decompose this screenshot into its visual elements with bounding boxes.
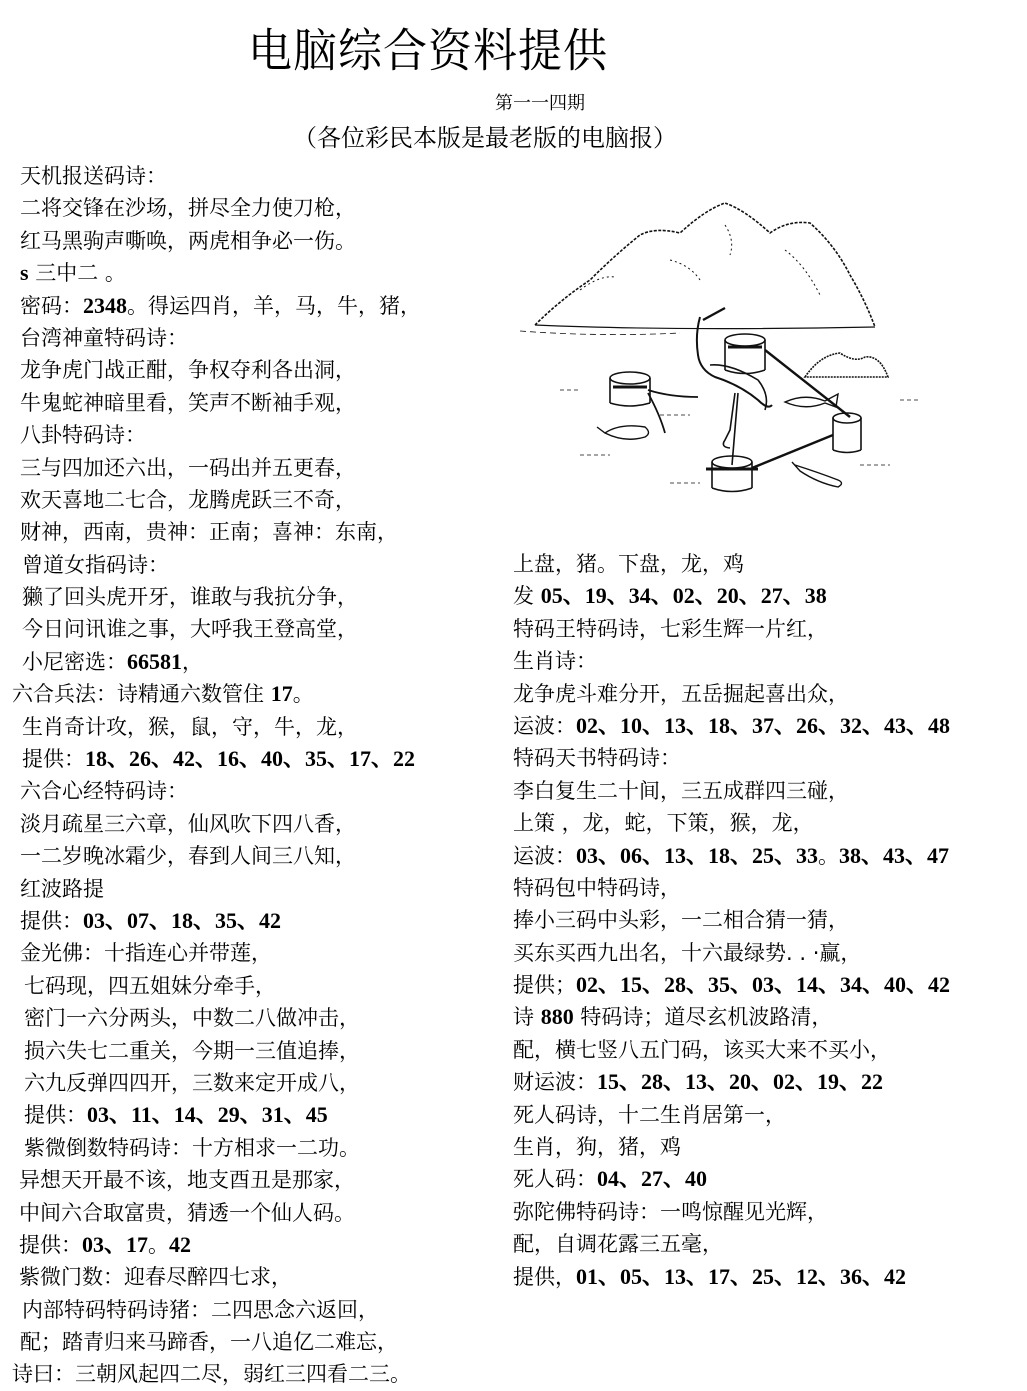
text-line — [0, 1294, 500, 1326]
line-text: 三与四加还六出，一码出并五更春， — [20, 455, 356, 480]
text-line — [0, 516, 500, 548]
line-text: 提供： — [19, 1232, 82, 1257]
line-text: 欢天喜地二七合，龙腾虎跃三不奇， — [20, 487, 356, 512]
line-text: 特码王特码诗，七彩生辉一片红， — [513, 616, 828, 641]
page-subtitle: （各位彩民本版是最老版的电脑报） — [293, 124, 677, 152]
text-line — [513, 710, 1027, 742]
text-line — [0, 290, 500, 322]
text-line — [0, 1229, 500, 1261]
text-line — [513, 1131, 1027, 1163]
line-text: 捧小三码中头彩，一二相合猜一猜， — [513, 908, 849, 933]
text-line — [0, 484, 500, 516]
text-line — [513, 904, 1027, 936]
text-line — [513, 1163, 1027, 1195]
text-line — [0, 613, 500, 645]
line-text: 一二岁晚冰霜少，春到人间三八知， — [20, 844, 356, 869]
text-line — [0, 1132, 500, 1164]
line-text: 损六失七二重关，今期一三值追捧， — [24, 1038, 360, 1063]
line-text: 配，横七竖八五门码，该买大来不买小， — [513, 1037, 891, 1062]
number-text: 17 — [270, 681, 293, 707]
text-line — [513, 742, 1027, 774]
line-text: 提供： — [20, 908, 83, 933]
line-text: 生肖，狗，猪，鸡 — [513, 1135, 681, 1160]
crane-landscape-illustration — [520, 165, 1000, 535]
line-text: 红马黑驹声嘶唤，两虎相争必一伤。 — [20, 228, 356, 253]
line-text: 。得运四肖，羊，马，牛，猪， — [127, 293, 421, 318]
line-text: 红波路提 — [20, 876, 104, 901]
line-text: 淡月疏星三六章，仙风吹下四八香， — [20, 811, 356, 836]
number-text: 02、15、28、35、03、14、34、40、42 — [576, 972, 951, 998]
line-text: 小尼密选： — [22, 649, 127, 674]
number-text: 03、06、13、18、25、33 — [576, 842, 819, 868]
line-text: 。 — [818, 843, 840, 868]
text-line — [0, 808, 500, 840]
text-line — [0, 743, 500, 775]
text-line — [513, 1196, 1027, 1228]
number-text: 03、17 — [82, 1231, 149, 1257]
line-text: 诗曰：三朝风起四二尽，弱红三四看二三。 — [12, 1362, 411, 1387]
line-text: 密门一六分两头，中数二八做冲击， — [24, 1006, 360, 1031]
line-text: 异想天开最不该，地支酉丑是那家， — [19, 1168, 355, 1193]
line-text: 内部特码特码诗猪：二四思念六返回， — [22, 1297, 379, 1322]
line-text: 六九反弹四四开，三数来定开成八， — [24, 1070, 360, 1095]
text-line — [0, 387, 500, 419]
line-text: 密码： — [20, 293, 83, 318]
page-title: 电脑综合资料提供 — [248, 24, 608, 79]
text-line — [513, 1001, 1027, 1033]
line-text: 弥陀佛特码诗：一鸣惊醒见光辉， — [513, 1199, 828, 1224]
line-text: 台湾神童特码诗： — [20, 325, 188, 350]
line-text: 提供： — [22, 747, 85, 772]
text-line — [0, 711, 500, 743]
number-text: 15、28、13、20、02、19、22 — [597, 1069, 884, 1095]
text-line — [513, 872, 1027, 904]
line-text: 买东买西九出名，十六最绿势. . ·赢， — [513, 940, 862, 965]
line-text: 。 — [292, 682, 314, 707]
line-text: 提供， — [513, 1264, 576, 1289]
text-line — [0, 452, 500, 484]
text-line — [513, 613, 1027, 645]
text-line — [0, 1164, 500, 1196]
line-text: 天机报送码诗： — [20, 164, 167, 188]
text-line — [0, 257, 500, 289]
text-line — [0, 1002, 500, 1034]
number-text: 05、19、34、02、20、27、38 — [540, 583, 827, 609]
text-line — [513, 645, 1027, 677]
line-text: 配，自调花露三五毫， — [513, 1232, 723, 1257]
text-line — [513, 1261, 1027, 1293]
text-line — [0, 1099, 500, 1131]
text-line — [513, 580, 1027, 612]
text-line — [513, 840, 1027, 872]
number-text: 2348 — [83, 292, 127, 318]
line-text: 中间六合取富贵，猜透一个仙人码。 — [19, 1200, 355, 1225]
number-text: 38、43、47 — [839, 842, 950, 868]
number-text: 01、05、13、17、25、12、36、42 — [576, 1263, 907, 1289]
text-line — [513, 548, 1027, 580]
number-text: 18、26、42、16、40、35、17、22 — [85, 746, 416, 772]
line-text: 牛鬼蛇神暗里看，笑声不断袖手观， — [20, 390, 356, 415]
number-text: 42 — [169, 1231, 192, 1257]
text-line — [0, 937, 500, 969]
text-line — [0, 1197, 500, 1229]
text-line — [0, 905, 500, 937]
text-line — [0, 775, 500, 807]
text-line — [513, 1066, 1027, 1098]
text-line — [513, 1228, 1027, 1260]
text-line — [0, 840, 500, 872]
text-line — [0, 970, 500, 1002]
line-text: 二将交锋在沙场，拼尽全力使刀枪， — [20, 196, 356, 221]
text-line — [0, 549, 500, 581]
illustration-drawing — [520, 165, 1000, 535]
line-text: 七码现，四五姐妹分牵手， — [24, 973, 276, 998]
line-text: 紫微门数：迎春尽醉四七求， — [19, 1265, 292, 1290]
line-text: 金光佛：十指连心并带莲， — [20, 941, 272, 966]
text-line — [0, 354, 500, 386]
text-line — [513, 1099, 1027, 1131]
line-text: 上盘，猪。下盘，龙，鸡 — [513, 552, 744, 576]
line-text: 特码包中特码诗， — [513, 875, 681, 900]
line-text: 龙争虎斗难分开，五岳掘起喜出众， — [513, 681, 849, 706]
text-line — [513, 775, 1027, 807]
issue-number: 第一一四期 — [495, 93, 585, 114]
line-text: 六合心经特码诗： — [20, 779, 188, 804]
text-line — [0, 322, 500, 354]
line-text: 诗 — [513, 1005, 541, 1030]
number-text: 04、27、40 — [597, 1166, 708, 1192]
text-line — [513, 807, 1027, 839]
number-text: 880 — [540, 1004, 574, 1030]
line-text: 财运波： — [513, 1070, 597, 1095]
text-line — [513, 678, 1027, 710]
line-text: 紫微倒数特码诗：十方相求一二功。 — [24, 1135, 360, 1160]
line-text: 六合兵法：诗精通六数管住 — [12, 682, 271, 707]
line-text: 死人码诗，十二生肖居第一， — [513, 1102, 786, 1127]
text-line — [513, 937, 1027, 969]
text-line — [0, 873, 500, 905]
line-text: 财神，西南，贵神：正南；喜神：东南， — [20, 520, 398, 545]
left-column — [0, 160, 500, 1391]
number-text: 03、07、18、35、42 — [83, 907, 282, 933]
text-line — [0, 1067, 500, 1099]
line-text: 生肖诗： — [513, 649, 597, 674]
line-text: 。 — [148, 1232, 170, 1257]
right-column — [513, 548, 1027, 1293]
line-text: 特码诗；道尽玄机波路清， — [573, 1005, 833, 1030]
line-text: 运波： — [513, 713, 576, 738]
number-text: 03、11、14、29、31、45 — [87, 1102, 328, 1128]
line-text: ， — [182, 649, 203, 674]
line-text: 上策 ，龙，蛇，下策，猴，龙， — [513, 811, 814, 836]
line-text: 运波： — [513, 843, 576, 868]
text-line — [0, 581, 500, 613]
text-line — [0, 160, 500, 192]
text-line — [0, 419, 500, 451]
number-text: s — [20, 260, 29, 286]
line-text: 特码天书特码诗： — [513, 746, 681, 771]
line-text: 曾道女指码诗： — [22, 552, 169, 577]
line-text: 獭了回头虎开牙，谁敢与我抗分争， — [22, 585, 358, 610]
text-line — [0, 678, 500, 710]
text-line — [0, 1358, 500, 1390]
line-text: 生肖奇计攻，猴，鼠，守，牛，龙， — [22, 714, 358, 739]
text-line — [0, 1035, 500, 1067]
line-text: 提供： — [24, 1103, 87, 1128]
line-text: 提供； — [513, 973, 576, 998]
text-line — [0, 192, 500, 224]
text-line — [513, 1034, 1027, 1066]
line-text: 发 — [513, 584, 541, 609]
number-text: 02、10、13、18、37、26、32、43、48 — [576, 712, 951, 738]
line-text: 李白复生二十间，三五成群四三碰， — [513, 778, 849, 803]
text-line — [0, 1326, 500, 1358]
text-line — [513, 969, 1027, 1001]
line-text: 三中二 。 — [28, 261, 126, 286]
line-text: 死人码： — [513, 1167, 597, 1192]
number-text: 66581 — [127, 648, 182, 674]
line-text: 龙争虎门战正酣，争权夺利各出洞， — [20, 358, 356, 383]
text-line — [0, 646, 500, 678]
text-line — [0, 1261, 500, 1293]
line-text: 配；踏青归来马蹄香，一八追亿二难忘， — [20, 1330, 398, 1355]
line-text: 今日问讯谁之事，大呼我王登高堂， — [22, 617, 358, 642]
text-line — [0, 225, 500, 257]
line-text: 八卦特码诗： — [20, 423, 146, 448]
